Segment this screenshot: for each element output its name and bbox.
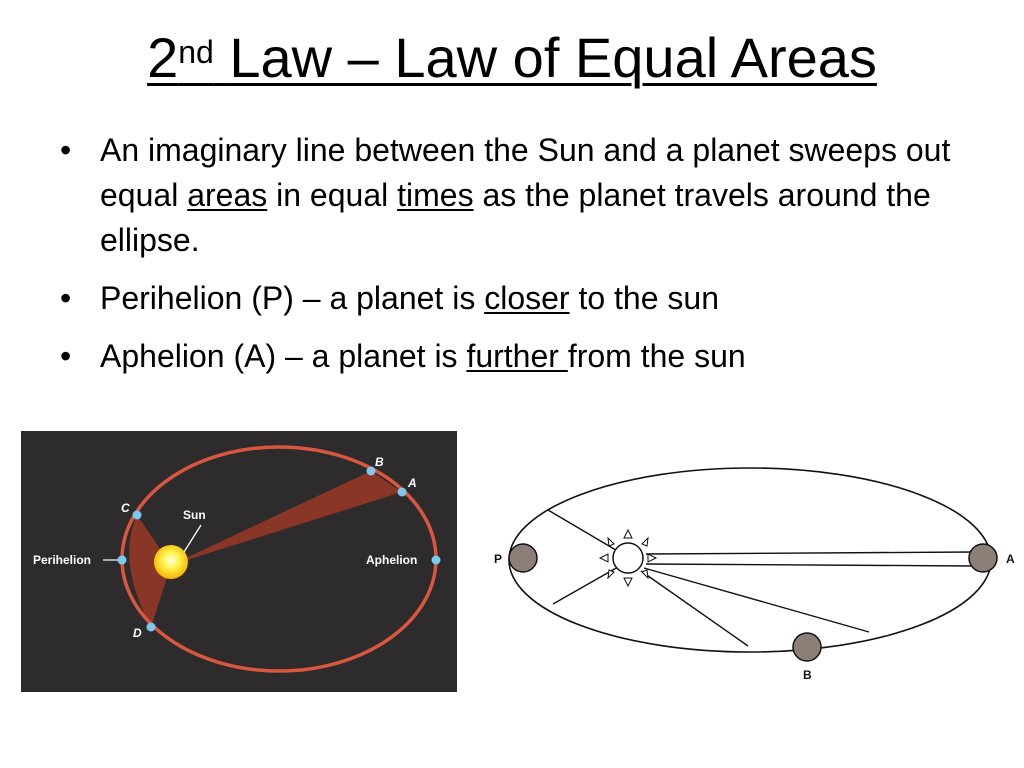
title-superscript: nd [178,34,214,70]
label-b: B [803,668,812,682]
point-perihelion [118,556,127,565]
label-a: A [1006,552,1015,566]
label-a: A [408,476,417,490]
underlined-word-areas: areas [187,177,268,213]
label-p: P [494,552,503,566]
point-d [147,623,156,632]
label-c: C [121,501,130,515]
sun-label-pointer [184,525,201,552]
underlined-word-times: times [397,177,474,213]
bullet-dot: • [60,132,72,168]
slide-title [0,26,1024,90]
sun-label: Sun [183,508,206,522]
underlined-word-further: further [466,338,568,374]
radius-line [548,510,626,556]
planet-a [969,544,997,572]
bullet-item [58,128,988,263]
orbit-diagram-dark-svg [21,431,457,692]
bullet-dot: • [60,280,72,316]
point-aphelion [432,556,441,565]
bullet-list [58,128,988,392]
bullet-text: Perihelion (P) – a planet is closer to the sun [100,280,719,316]
orbit-diagram-line [486,460,1022,690]
bullet-dot: • [60,338,72,374]
radius-line [644,568,869,632]
radius-line [646,564,973,566]
orbit-diagram-line-svg [486,460,1022,690]
planet-p [509,544,537,572]
underlined-word-closer: closer [484,280,570,316]
point-a [398,488,407,497]
sun-icon [154,545,188,579]
label-perihelion: Perihelion [33,553,92,567]
label-aphelion: Aphelion [366,553,418,567]
planet-b [793,633,821,661]
bullet-item [58,334,988,379]
point-c [133,511,142,520]
label-b: B [375,455,384,469]
bullet-item [58,276,988,321]
sun-icon [600,530,656,586]
radius-line [646,552,973,554]
label-d: D [133,626,142,640]
bullet-text: Aphelion (A) – a planet is further from the sun [100,338,746,374]
title-number: 2 [147,26,179,89]
bullet-text: An imaginary line between the Sun and a planet sweeps out equal areas in equal times as the planet travels around the ellipse. [100,132,951,258]
title-text: Law – Law of Equal Areas [229,26,877,89]
orbit-ellipse [509,468,991,652]
orbit-diagram-dark [21,431,457,692]
